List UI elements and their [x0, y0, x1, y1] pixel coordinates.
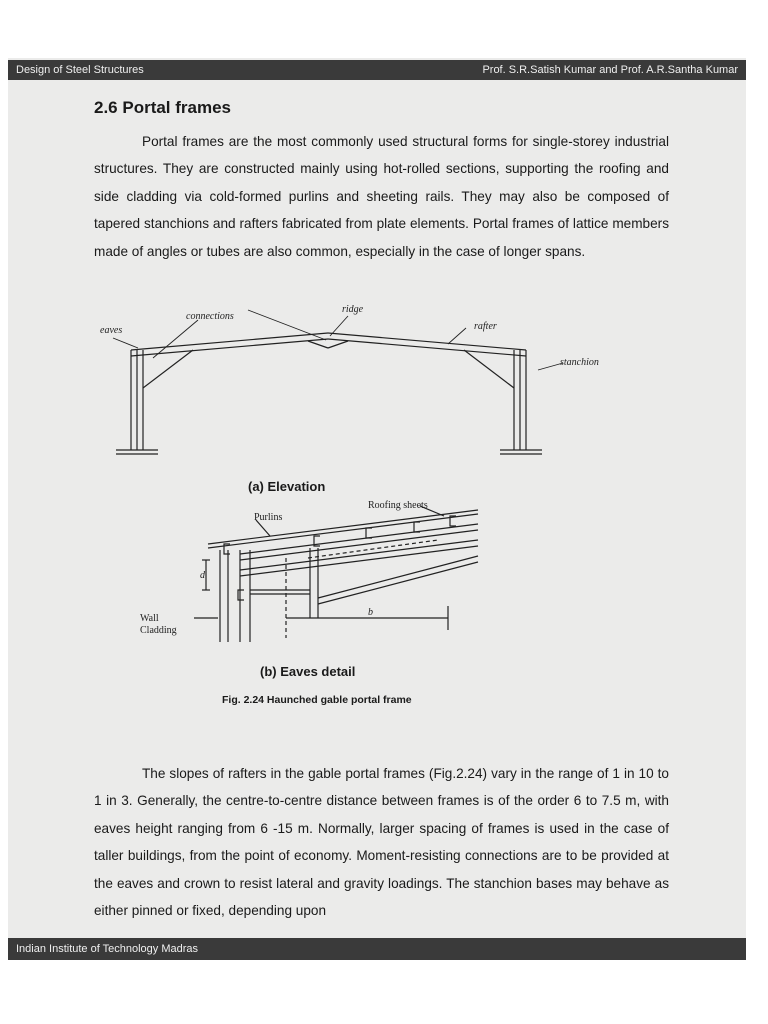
caption-eaves-detail: (b) Eaves detail [260, 664, 356, 679]
header-authors: Prof. S.R.Satish Kumar and Prof. A.R.Santha Kumar [482, 64, 738, 76]
label-ridge: ridge [342, 304, 364, 315]
eaves-detail-labels [140, 500, 428, 636]
label-cladding: Cladding [140, 625, 177, 636]
label-dimension-b: b [368, 607, 373, 618]
label-connections: connections [186, 311, 234, 322]
elevation-labels [100, 304, 599, 368]
right-stanchion [500, 350, 542, 454]
rafters [131, 333, 526, 388]
paragraph-intro-text: Portal frames are the most commonly used structural forms for single-storey industrial structures. They are constructed mainly using hot-rolled sections, supporting the roofing and side cladding via cold-formed purlins and sheeting rails. They may also be composed of tapered stanchions and rafters fabricated from plate elements. Portal frames of lattice members made of angles or tubes are also common, especially in the case of longer spans. [94, 134, 669, 259]
label-eaves: eaves [100, 325, 123, 336]
paragraph-slopes-text: The slopes of rafters in the gable portal frames (Fig.2.24) vary in the range of 1 in 10 to 1 in 3. Generally, the centre-to-centre distance between frames is of the order 6 to 7.5 m, with eaves height ranging from 6 -15 m. Normally, larger spacing of frames is used in the case of taller buildings, from the point of economy. Moment-resisting connections are to be provided at the eaves and crown to resist lateral and gravity loadings. The stanchion bases may behave as either pinned or fixed, depending upon [94, 766, 669, 919]
label-dimension-d: d [200, 570, 205, 581]
figure-caption: Fig. 2.24 Haunched gable portal frame [222, 694, 412, 706]
paragraph-slopes [94, 760, 669, 924]
page-footer [8, 938, 746, 960]
label-rafter: rafter [474, 321, 497, 332]
document-page [8, 58, 746, 960]
label-wall: Wall [140, 613, 159, 624]
footer-institute: Indian Institute of Technology Madras [16, 943, 199, 955]
label-roofing-sheets: Roofing sheets [368, 500, 428, 511]
eaves-detail-drawing [194, 506, 478, 642]
label-stanchion: stanchion [560, 357, 599, 368]
label-purlins: Purlins [254, 512, 283, 523]
left-stanchion [116, 350, 158, 454]
header-course-title: Design of Steel Structures [16, 64, 144, 76]
section-title: 2.6 Portal frames [94, 98, 232, 117]
caption-elevation: (a) Elevation [248, 479, 326, 494]
